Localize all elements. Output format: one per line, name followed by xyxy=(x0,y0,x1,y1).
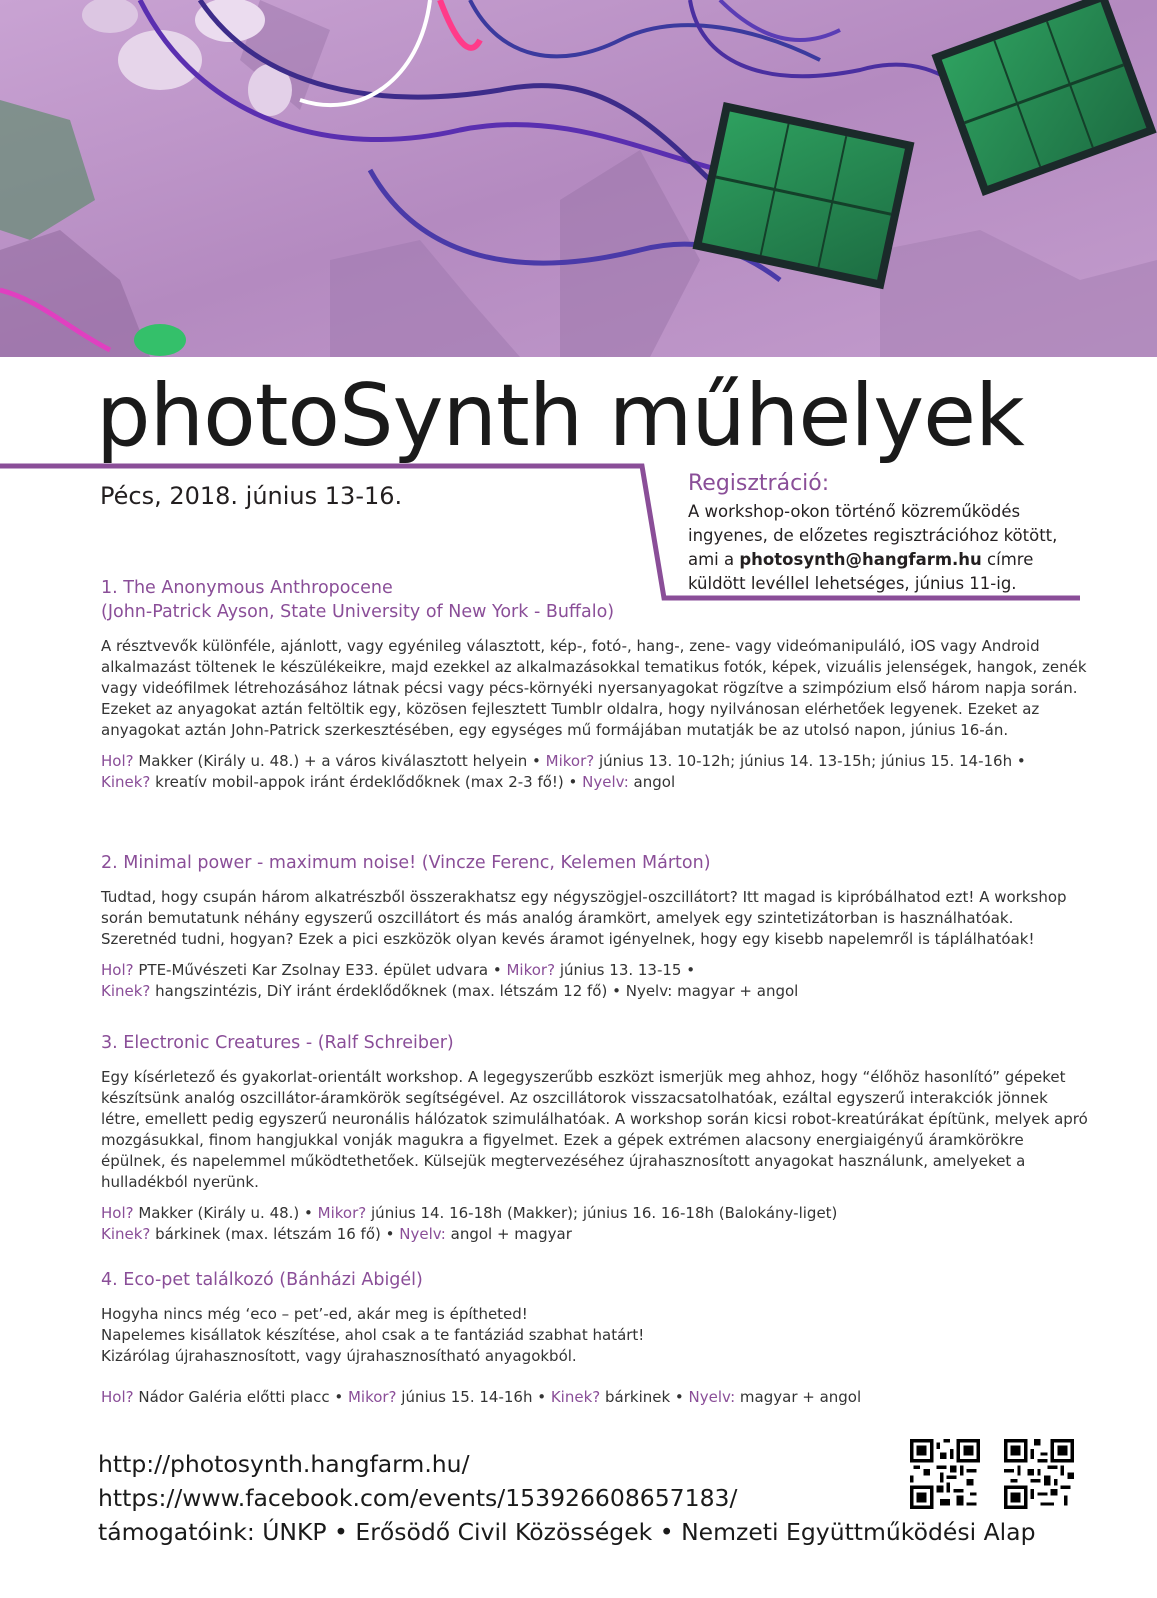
registration-heading: Regisztráció: xyxy=(688,471,830,496)
registration-email[interactable]: photosynth@hangfarm.hu xyxy=(739,550,982,569)
workshop-title: 2. Minimal power - maximum noise! (Vincze Ferenc, Kelemen Márton) xyxy=(101,853,711,873)
qr-code-icon xyxy=(1004,1439,1074,1509)
workshop-3 xyxy=(101,1031,1091,1245)
workshop-meta: Hol? Nádor Galéria előtti placc • Mikor? június 15. 14-16h • Kinek? bárkinek • Nyelv: magyar + angol xyxy=(101,1388,862,1406)
workshop-description: A résztvevők különféle, ajánlott, vagy egyénileg választott, kép-, fotó-, hang-, zene- vagy videómanipuláló, iOS vagy Android alkalmazást töltenek le készülékeikre, majd ezekkel az alkalmazásokkal tematikus fotók, képek, vizuális jelenségek, hangok, zenék vagy videófilmek létrehozásához látnak pécsi vagy pécs-környéki nyersanyagokat rögzítve a szimpózium első három napja során. Ezeket az anyagokat aztán feltöltik egy, közösen fejlesztett Tumblr oldalra, hogy nyilvánosan elérhetőek legyenek. Ezeket az anyagokat aztán John-Patrick szerkesztésében, egy egységes mű formájában mutatják be az utolsó napon, június 16-án. xyxy=(101,637,1087,739)
workshop-1 xyxy=(101,576,1091,793)
hero-photo xyxy=(0,0,1157,357)
event-date: Pécs, 2018. június 13-16. xyxy=(100,482,403,510)
workshop-meta: Hol? Makker (Király u. 48.) + a város kiválasztott helyein • Mikor? június 13. 10-12h; június 14. 13-15h; június 15. 14-16h • Kinek? kreatív mobil-appok iránt érdeklődőknek (max 2-3 fő!) • Nyelv: angol xyxy=(101,752,1026,791)
workshop-description: Hogyha nincs még ‘eco – pet’-ed, akár meg is építheted! Napelemes kisállatok készítése, ahol csak a te fantáziád szabhat határt! Kizárólag újrahasznosított, vagy újrahasznosítható anyagokból. xyxy=(101,1305,645,1365)
workshop-meta: Hol? Makker (Király u. 48.) • Mikor? június 14. 16-18h (Makker); június 16. 16-18h (Balokány-liget) Kinek? bárkinek (max. létszám 16 fő) • Nyelv: angol + magyar xyxy=(101,1204,838,1243)
footer xyxy=(98,1447,1036,1549)
page-title: photoSynth műhelyek xyxy=(96,366,1024,466)
workshop-title: 1. The Anonymous Anthropocene (John-Patrick Ayson, State University of New York - Buffalo) xyxy=(101,578,615,622)
registration-text: A workshop-okon történő közreműködés ingyenes, de előzetes regisztrációhoz kötött, ami a photosynth@hangfarm.hu címre küldött levéllel lehetséges, június 11-ig. xyxy=(688,502,1058,593)
qr-code-icon xyxy=(910,1439,980,1509)
website-link[interactable]: http://photosynth.hangfarm.hu/ xyxy=(98,1450,470,1478)
workshop-4 xyxy=(101,1268,1091,1408)
workshop-meta: Hol? PTE-Művészeti Kar Zsolnay E33. épület udvara • Mikor? június 13. 13-15 • Kinek? hangszintézis, DiY iránt érdeklődőknek (max. létszám 12 fő) • Nyelv: magyar + angol xyxy=(101,961,799,1000)
workshop-description: Egy kísérletező és gyakorlat-orientált workshop. A legegyszerűbb eszközt ismerjük meg ahhoz, hogy “élőhöz hasonlító” gépeket készítsünk analóg oszcillátor-áramkörök segítségével. Az oszcillátorok visszacsatolhatóak, ezáltal egyszerű interakciók jönnek létre, emellett pedig egyszerű neuronális hálózatok szimulálhatóak. A workshop során kicsi robot-kreatúrákat építünk, melyek apró mozgásukkal, finom hangjukkal vonják magukra a figyelmet. Ezek a gépek extrémen alacsony energiaigényű áramkörökre épülnek, és napelemmel működtethetőek. Külsejük megtervezéséhez újrahasznosított anyagokat használunk, amelyeket a hulladékból nyerünk. xyxy=(101,1068,1088,1191)
workshop-description: Tudtad, hogy csupán három alkatrészből összerakhatsz egy négyszögjel-oszcillátort? Itt magad is kipróbálhatod ezt! A workshop során bemutatunk néhány egyszerű oszcillátort és más analóg áramkört, amelyek egy szintetizátorban is használhatóak. Szeretnéd tudni, hogyan? Ezek a pici eszközök olyan kevés áramot igényelnek, hogy egy kisebb napelemről is táplálhatóak! xyxy=(101,888,1067,948)
solar-panels-photo-icon xyxy=(0,0,1157,357)
workshop-title: 3. Electronic Creatures - (Ralf Schreiber) xyxy=(101,1033,454,1053)
facebook-event-link[interactable]: https://www.facebook.com/events/153926608657183/ xyxy=(98,1484,738,1512)
workshop-title: 4. Eco-pet találkozó (Bánházi Abigél) xyxy=(101,1270,423,1290)
sponsors-line: támogatóink: ÚNKP • Erősödő Civil Közösségek • Nemzeti Együttműködési Alap xyxy=(98,1518,1036,1546)
workshop-2 xyxy=(101,851,1091,1002)
